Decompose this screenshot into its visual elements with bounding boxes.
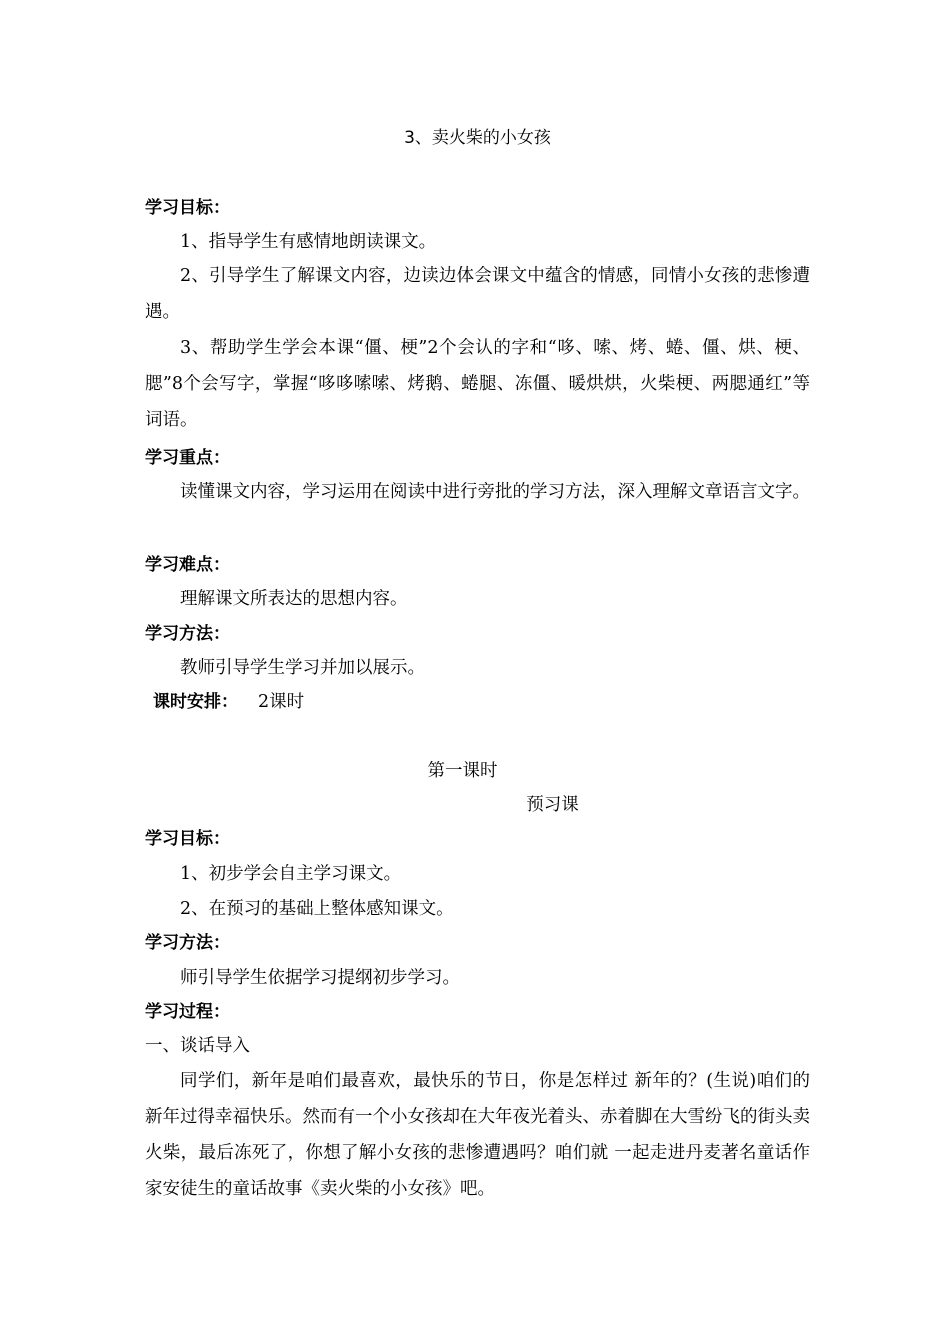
lesson-goals-heading: 学习目标： bbox=[145, 829, 230, 849]
document-title: 3、卖火柴的小女孩 bbox=[404, 128, 551, 148]
process-heading: 学习过程： bbox=[145, 1002, 230, 1022]
key-text: 读懂课文内容，学习运用在阅读中进行旁批的学习方法，深入理解文章语言文字。 bbox=[180, 482, 810, 502]
goal-2: 2、引导学生了解课文内容，边读边体会课文中蕴含的情感，同情小女孩的悲惨遭遇。 bbox=[145, 266, 810, 322]
goal-3: 3、帮助学生学会本课“僵、梗”2个会认的字和“哆、嗦、烤、蜷、僵、烘、梗、腮”8个会写字，掌握“哆哆嗦嗦、烤鹅、蜷腿、冻僵、暖烘烘，火柴梗、两腮通红”等词语。 bbox=[145, 338, 810, 430]
method-text: 教师引导学生学习并加以展示。 bbox=[180, 658, 425, 678]
lesson-goal-1: 1、初步学会自主学习课文。 bbox=[180, 864, 402, 884]
difficulty-text: 理解课文所表达的思想内容。 bbox=[180, 589, 408, 609]
method-heading: 学习方法： bbox=[145, 624, 230, 644]
lesson-subtitle: 预习课 bbox=[526, 795, 579, 815]
key-heading: 学习重点： bbox=[145, 448, 230, 468]
lesson-method-heading: 学习方法： bbox=[145, 933, 230, 953]
lesson-title: 第一课时 bbox=[427, 761, 498, 781]
intro-text: 同学们，新年是咱们最喜欢，最快乐的节日，你是怎样过 新年的？(生说)咱们的新年过得幸福快乐。然而有一个小女孩却在大年夜光着头、赤着脚在大雪纷飞的街头卖火柴，最后冻死了，你想了解小女孩的悲惨遭遇吗？咱们就 一起走进丹麦著名童话作家安徒生的童话故事《卖火柴的小女孩》吧。 bbox=[145, 1071, 810, 1199]
difficulty-heading: 学习难点： bbox=[145, 555, 230, 575]
lesson-goal-2: 2、在预习的基础上整体感知课文。 bbox=[180, 899, 454, 919]
process-step-1: 一、谈话导入 bbox=[145, 1036, 250, 1056]
lesson-method-text: 师引导学生依据学习提纲初步学习。 bbox=[180, 968, 460, 988]
schedule-heading: 课时安排： bbox=[153, 692, 238, 712]
schedule-row bbox=[153, 690, 818, 714]
schedule-value: 2课时 bbox=[258, 692, 305, 712]
goals-heading: 学习目标： bbox=[145, 198, 230, 218]
goal-1: 1、指导学生有感情地朗读课文。 bbox=[180, 232, 437, 252]
